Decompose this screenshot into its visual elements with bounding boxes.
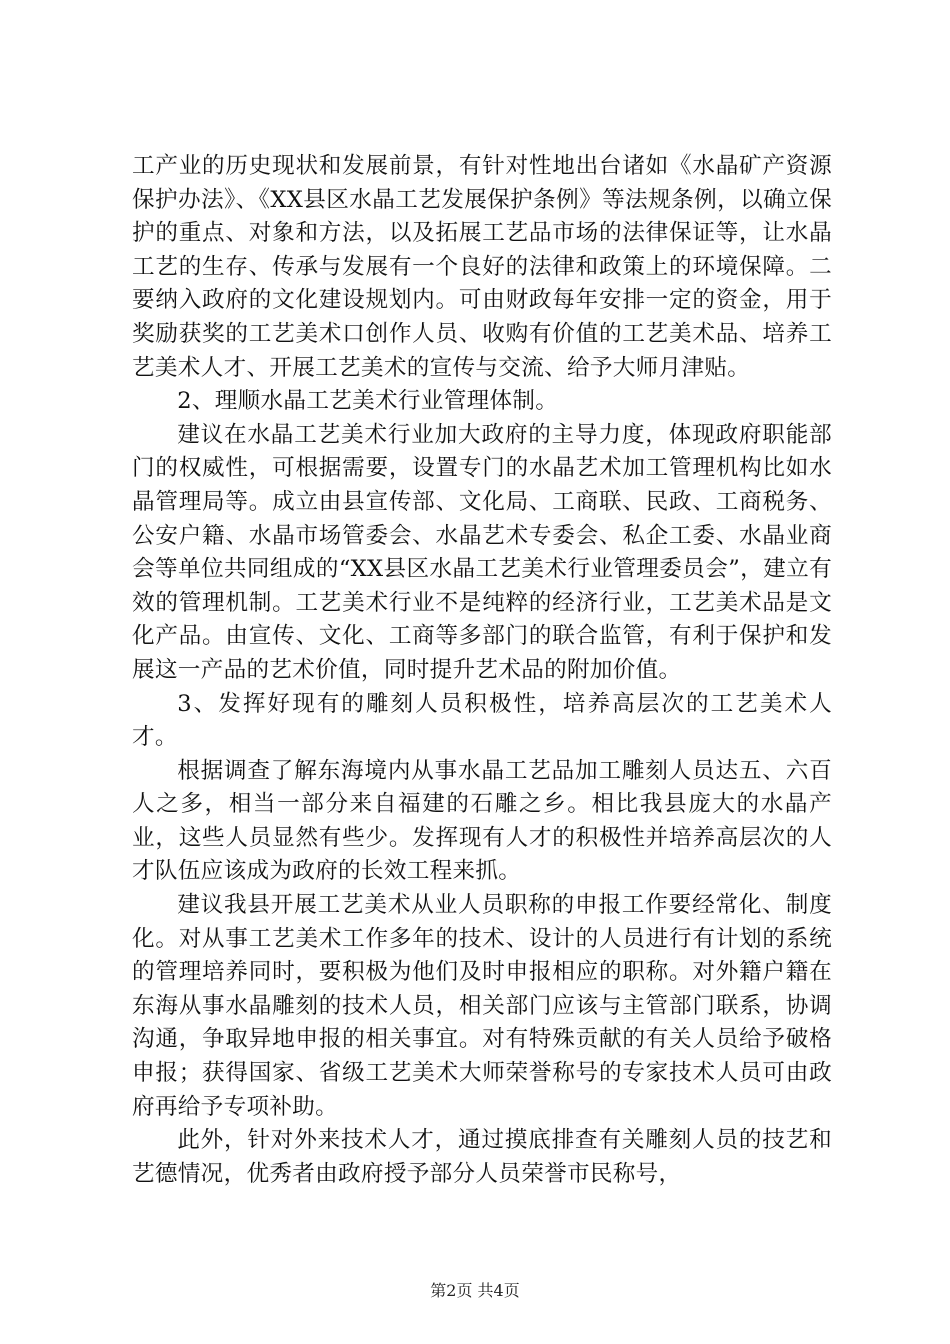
paragraph-continuation: 工产业的历史现状和发展前景，有针对性地出台诸如《水晶矿产资源保护办法》、《XX县区水晶工艺发展保护条例》等法规条例，以确立保护的重点、对象和方法，以及拓展工艺品市场的法律保证等，让水晶工艺的生存、传承与发展有一个良好的法律和政策上的环境保障。二要纳入政府的文化建设规划内。可由财政每年安排一定的资金，用于奖励获奖的工艺美术口创作人员、收购有价值的工艺美术品、培养工艺美术人才、开展工艺美术的宣传与交流、给予大师月津贴。	[132, 153, 832, 381]
page-number-footer: 第2页 共4页	[430, 1281, 520, 1300]
document-body	[132, 150, 832, 1191]
section-heading-3: 3、发挥好现有的雕刻人员积极性，培养高层次的工艺美术人才。	[132, 690, 832, 751]
paragraph-external-talent: 此外，针对外来技术人才，通过摸底排查有关雕刻人员的技艺和艺德情况，优秀者由政府授予部分人员荣誉市民称号，	[132, 1127, 832, 1187]
paragraph-survey: 根据调查了解东海境内从事水晶工艺品加工雕刻人员达五、六百人之多，相当一部分来自福建的石雕之乡。相比我县庞大的水晶产业，这些人员显然有些少。发挥现有人才的积极性并培养高层次的人才队伍应该成为政府的长效工程来抓。	[132, 757, 832, 885]
paragraph-management-system: 建议在水晶工艺美术行业加大政府的主导力度，体现政府职能部门的权威性，可根据需要，设置专门的水晶艺术加工管理机构比如水晶管理局等。成立由县宣传部、文化局、工商联、民政、工商税务、公安户籍、水晶市场管委会、水晶艺术专委会、私企工委、水晶业商会等单位共同组成的“XX县区水晶工艺美术行业管理委员会”，建立有效的管理机制。工艺美术行业不是纯粹的经济行业，工艺美术品是文化产品。由宣传、文化、工商等多部门的联合监管，有利于保护和发展这一产品的艺术价值，同时提升艺术品的附加价值。	[132, 421, 832, 683]
section-heading-2: 2、理顺水晶工艺美术行业管理体制。	[177, 388, 559, 415]
paragraph-title-application: 建议我县开展工艺美术从业人员职称的申报工作要经常化、制度化。对从事工艺美术工作多年的技术、设计的人员进行有计划的系统的管理培养同时，要积极为他们及时申报相应的职称。对外籍户籍在东海从事水晶雕刻的技术人员，相关部门应该与主管部门联系，协调沟通，争取异地申报的相关事宜。对有特殊贡献的有关人员给予破格申报；获得国家、省级工艺美术大师荣誉称号的专家技术人员可由政府再给予专项补助。	[132, 892, 832, 1120]
